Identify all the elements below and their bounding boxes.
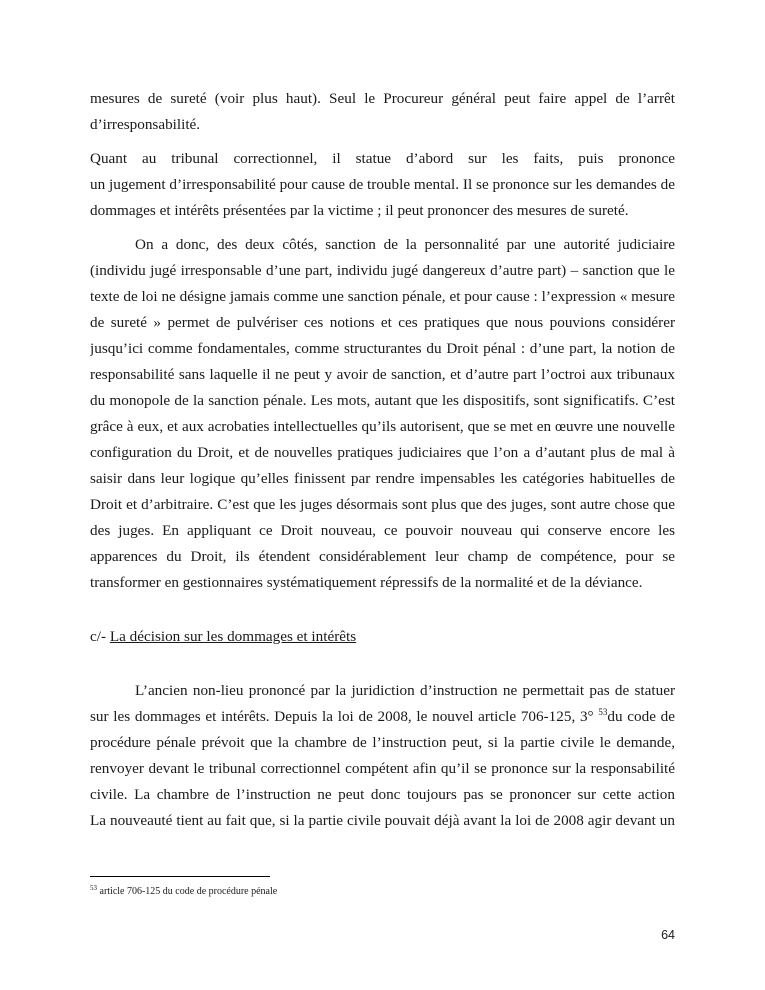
text-line: grâce à eux, et aux acrobaties intellectuelles qu’ils autorisent, que se met en œuvre une nouvelle	[90, 418, 675, 435]
text-line: procédure pénale prévoit que la chambre de l’instruction peut, si la partie civile le demande,	[90, 734, 675, 751]
footnote-number: 53	[90, 884, 97, 892]
text-line: transformer en gestionnaires systématiquement répressifs de la normalité et de la déviance.	[90, 574, 643, 591]
footnote-reference[interactable]: 53	[598, 707, 608, 717]
paragraph-1	[90, 86, 675, 138]
paragraph-2	[90, 146, 675, 224]
paragraph-4	[90, 678, 675, 834]
section-label: c/-	[90, 628, 107, 645]
text-line: un jugement d’irresponsabilité pour cause de trouble mental. Il se prononce sur les demandes de	[90, 176, 675, 193]
text-line: jusqu’ici comme fondamentales, comme structurantes du Droit pénal : d’une part, la notion de	[90, 340, 675, 357]
text-line: apparences du Droit, ils étendent considérablement leur champ de compétence, pour se	[90, 548, 675, 565]
text-line-with-footnote	[90, 704, 675, 730]
text-line: La nouveauté tient au fait que, si la partie civile pouvait déjà avant la loi de 2008 agir devant un	[90, 812, 675, 829]
page-body	[90, 86, 675, 834]
text-segment: sur les dommages et intérêts. Depuis la loi de 2008, le nouvel article 706-125, 3°	[90, 708, 599, 725]
text-line: On a donc, des deux côtés, sanction de la personnalité par une autorité judiciaire	[135, 236, 675, 253]
page-number: 64	[661, 928, 675, 942]
text-line: d’irresponsabilité.	[90, 116, 201, 133]
text-line: responsabilité sans laquelle il ne peut y avoir de sanction, et d’autre part l’octroi aux tribunaux	[90, 366, 675, 383]
footnote-separator	[90, 876, 270, 877]
text-line: mesures de sureté (voir plus haut). Seul le Procureur général peut faire appel de l’arrêt	[90, 90, 675, 107]
footnote	[90, 885, 277, 899]
text-line: texte de loi ne désigne jamais comme une sanction pénale, et pour cause : l’expression « mesure	[90, 288, 675, 305]
section-heading	[90, 624, 675, 650]
section-title: La décision sur les dommages et intérêts	[109, 628, 357, 645]
text-line: saisir dans leur logique qu’elles finissent par rendre impensables les catégories habituelles de	[90, 470, 675, 487]
text-line: des juges. En appliquant ce Droit nouveau, ce pouvoir nouveau qui conserve encore les	[90, 522, 675, 539]
text-line: civile. La chambre de l’instruction ne peut donc toujours pas se prononcer sur cette action	[90, 786, 675, 803]
text-line: configuration du Droit, et de nouvelles pratiques judiciaires que l’on a d’autant plus de mal à	[90, 444, 675, 461]
paragraph-3	[90, 232, 675, 596]
text-line: renvoyer devant le tribunal correctionnel compétent afin qu’il se prononce sur la responsabilité	[90, 760, 675, 777]
text-line: Quant au tribunal correctionnel, il statue d’abord sur les faits, puis prononce	[90, 150, 675, 167]
text-line: dommages et intérêts présentées par la victime ; il peut prononcer des mesures de sureté.	[90, 202, 629, 219]
text-line: L’ancien non-lieu prononcé par la juridiction d’instruction ne permettait pas de statuer	[135, 682, 675, 699]
footnote-text: article 706-125 du code de procédure pénale	[97, 886, 278, 897]
text-segment: du code de	[607, 708, 675, 725]
text-line: de sureté » permet de pulvériser ces notions et ces pratiques que nous pouvions considérer	[90, 314, 675, 331]
text-line: Droit et d’arbitraire. C’est que les juges désormais sont plus que des juges, sont autre chose que	[90, 496, 675, 513]
text-line: (individu jugé irresponsable d’une part, individu jugé dangereux d’autre part) – sanction que le	[90, 262, 675, 279]
text-line: du monopole de la sanction pénale. Les mots, autant que les dispositifs, sont significatifs. C’est	[90, 392, 675, 409]
